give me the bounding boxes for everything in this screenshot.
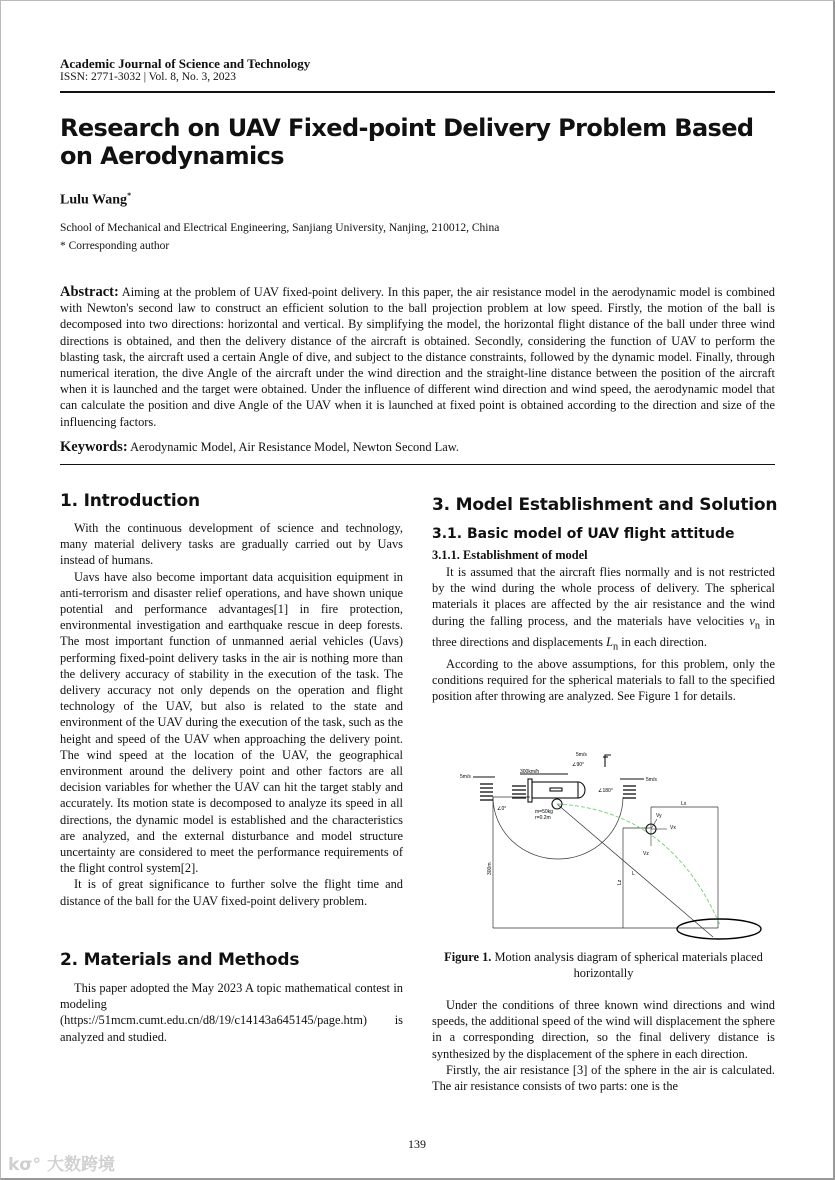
keywords-text: Aerodynamic Model, Air Resistance Model, Newton Second Law.	[127, 440, 459, 454]
keywords-label: Keywords:	[60, 439, 128, 455]
angle-arc	[493, 797, 623, 859]
paragraph: Firstly, the air resistance [3] of the sphere in the air is calculated. The air resistance consists of two parts: one is the	[432, 1062, 775, 1094]
paragraph: With the continuous development of science and technology, many material delivery tasks are gradually carried out by Uavs instead of humans.	[60, 521, 403, 568]
figure-1-caption	[432, 949, 775, 981]
abstract-rule	[60, 464, 775, 465]
section-3-body	[432, 564, 775, 705]
vy-label: Vy	[656, 813, 662, 819]
paragraph: Under the conditions of three known wind directions and wind speeds, the additional speed of the wind will displacement the sphere in a corresponding direction, so the final delivery distance is synthesized by the displacement of the sphere in each direction.	[432, 998, 775, 1061]
author	[60, 191, 131, 209]
vx-label: Vx	[670, 825, 676, 831]
section-1-body	[60, 520, 403, 909]
lz-label: Lz	[617, 879, 623, 885]
author-name: Lulu Wang	[60, 192, 128, 208]
mass-label: m=50kg	[535, 809, 553, 815]
abstract	[60, 284, 775, 430]
issn-line: ISSN: 2771-3032 | Vol. 8, No. 3, 2023	[60, 71, 236, 83]
velocity-symbol: v	[749, 613, 755, 628]
paragraph: This paper adopted the May 2023 A topic mathematical contest in modeling (https://51mcm.cumt.edu.cn/d8/19/c14143a645145/page.htm) is analyzed and studied.	[60, 981, 403, 1044]
wind-label: 5m/s	[460, 774, 471, 780]
abstract-text: Aiming at the problem of UAV fixed-point delivery. In this paper, the air resistance model in the aerodynamic model is combined with Newton's second law to construct an efficient solution to the ball projection problem at low speed. Firstly, the motion of the ball is decomposed into two directions: horizontal and vertical. By simplifying the model, the horizontal flight distance of the ball under three wind directions is obtained, and then the delivery distance of the aircraft is obtained. Secondly, considering the function of UAV to perform the blasting task, the aircraft used a certain Angle of dive, and subject to the distance constraints, followed by the dynamic model. Finally, through numerical iteration, the dive Angle of the aircraft under the wind direction and the straight-line distance between the position of the aircraft when it is launched and the target were obtained. Under the influence of different wind direction and wind speed, the aerodynamic model that can calculate the position and dive Angle of the UAV when it is launched at fixed point is obtained according to the direction and size of the influencing factors.	[60, 285, 775, 429]
watermark-logo: kσ° 大数跨境	[8, 1155, 115, 1175]
l-label: L	[632, 871, 635, 877]
subsection-heading: 3.1. Basic model of UAV flight attitude	[432, 526, 735, 542]
paper-title: Research on UAV Fixed-point Delivery Problem Based on Aerodynamics	[60, 114, 754, 170]
corresponding-author: * Corresponding author	[60, 240, 170, 252]
figure-1-diagram	[440, 740, 780, 950]
text: in three directions and displacements	[432, 613, 775, 650]
text: It is assumed that the aircraft flies normally and is not restricted by the wind during the whole process of delivery. The spherical materials it places are affected by the air resistance and the wind during the falling process, and the materials have velocities	[432, 565, 775, 628]
paragraph: It is of great significance to further solve the flight time and distance of the ball for the UAV fixed-point delivery problem.	[60, 877, 403, 908]
paragraph	[432, 564, 775, 656]
section-2-heading: 2. Materials and Methods	[60, 950, 300, 970]
wind-label: 5m/s	[646, 777, 657, 783]
caption-label: Figure 1.	[444, 950, 492, 964]
radius-label: r=0.2m	[535, 815, 551, 821]
section-3-body-continued	[432, 997, 775, 1094]
section-1-heading: 1. Introduction	[60, 491, 200, 511]
author-mark: *	[127, 191, 132, 200]
caption-text: Motion analysis diagram of spherical materials placed horizontally	[491, 950, 763, 981]
vz-label: Vz	[643, 851, 649, 857]
subscript: n	[754, 620, 761, 632]
journal-name: Academic Journal of Science and Technology	[60, 56, 311, 71]
abstract-label: Abstract:	[60, 284, 119, 300]
lx-label: Lx	[681, 801, 687, 807]
speed-label: 300km/h	[520, 769, 540, 775]
angle-label: ∠90°	[572, 762, 585, 768]
keywords	[60, 439, 459, 456]
trajectory-curve	[557, 804, 720, 925]
text: in each direction.	[618, 635, 707, 650]
paragraph: According to the above assumptions, for this problem, only the conditions required for the spherical materials to fall to the specified position after throwing are analyzed. See Figure 1 for details.	[432, 656, 775, 704]
subsubsection-heading: 3.1.1. Establishment of model	[432, 548, 588, 562]
section-2-body	[60, 980, 403, 1045]
height-label: 300m	[487, 862, 493, 875]
page-number: 139	[408, 1137, 426, 1151]
subscript: n	[613, 641, 619, 653]
angle-label: ∠0°	[497, 806, 507, 812]
section-3-heading: 3. Model Establishment and Solution	[432, 495, 778, 515]
affiliation: School of Mechanical and Electrical Engineering, Sanjiang University, Nanjing, 210012, China	[60, 222, 500, 234]
header-rule	[60, 91, 775, 93]
angle-label: ∠180°	[598, 788, 613, 794]
displacement-symbol: L	[606, 635, 614, 650]
distance-line-l	[557, 804, 713, 937]
wind-label: 5m/s	[576, 752, 587, 758]
paragraph: Uavs have also become important data acquisition equipment in anti-terrorism and disaster relief operations, and have shown unique potential and performance advantages[1] in fire protection, environmental investigation and earthquake rescue in deep forests. The most important function of unmanned aerial vehicles (Uavs) performing fixed-point delivery tasks in the air is nothing more than the delivery accuracy of stability in the execution of the task. The delivery accuracy not only depends on the operation and flight technology of the UAV, but also is related to the state and environment of the UAV during the execution of the task, such as the height and speed of the UAV when approaching the delivery point. The wind speed at the location of the UAV, the geographical environment around the delivery point and other factors are all decision variables for whether the UAV can hit the target stably and accurately. Its motion state is decomposed to analyze its speed in all directions, the dynamic model is established and the characteristics are analyzed, and the external disturbance and model structure uncertainty are considered to meet the performance requirements of the flight control system[2].	[60, 569, 403, 876]
